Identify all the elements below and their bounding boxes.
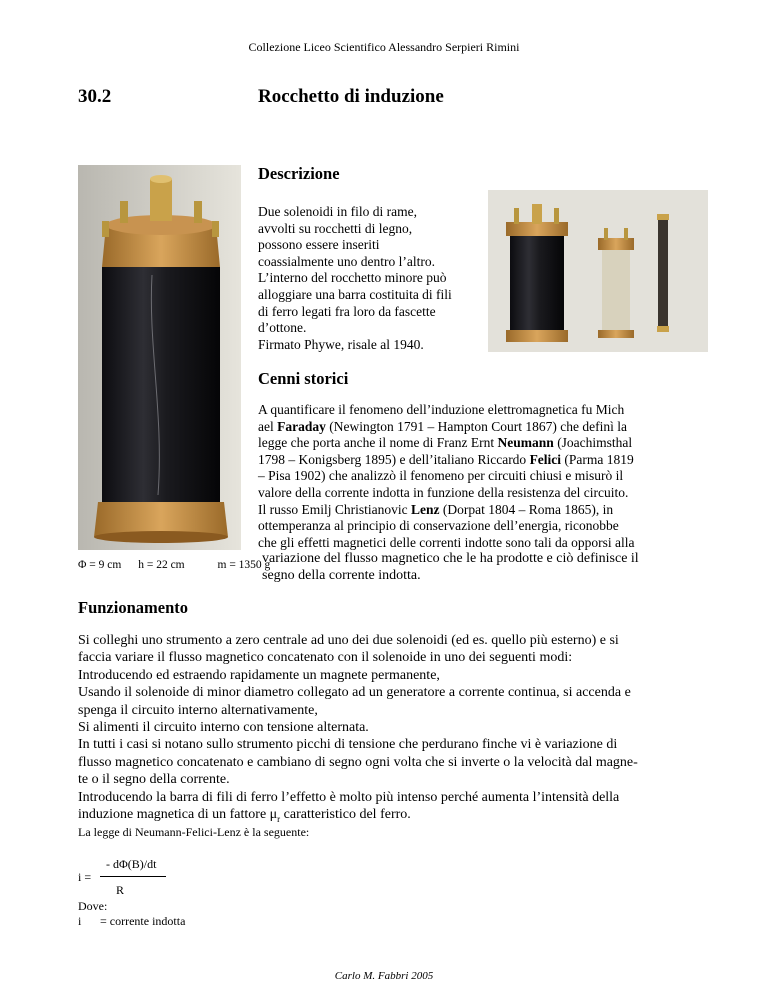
history-text: A quantificare il fenomeno dell’induzione elettromagnetica fu Mich ael Faraday (Newington 1791 – Hampton Court 1867) che definì la legge che porta anche il nome di Franz Ernt Neumann (Joachimsthal 1798 – Konigsberg 1895) e dell’italiano Riccardo Felici (Parma 1819 – Pisa 1902) che analizzò il fenomeno per circuiti chiusi e misurò il valore della corrente indotta in funzione della resistenza del circuito. Il russo Emilj Christianovic Lenz (Dorpat 1804 – Roma 1865), in ottemperanza al principio di conservazione dell’energia, riconobbe che gli effetti magnetici delle correnti indotte sono tali da opporsi alla variazione del flusso magnetico che le ha prodotte e ciò definisce il segno della corrente indotta. (258, 402, 639, 583)
formula-lhs: i = (78, 870, 92, 884)
fraction-bar (100, 876, 166, 877)
height-value: h = 22 cm (138, 559, 185, 571)
law-intro: La legge di Neumann-Felici-Lenz è la seguente: (78, 825, 310, 839)
operation-text: Si colleghi uno strumento a zero centrale ad uno dei due solenoidi (ed es. quello più esterno) e si faccia variare il flusso magnetico concatenato con il solenoide in uno dei seguenti modi: Introducendo ed estraendo rapidamente un magnete permanente, Usando il solenoide di minor diametro collegato ad un generatore a corrente continua, si accenda e spenga il circuito interno alternativamente, Si alimenti il circuito interno con tensione alternata. In tutti i casi si notano sullo strumento picchi di tensione che perdurano finche vi è variazione di flusso magnetico concatenato e cambiano di segno ogni volta che si inverte o la velocità dal magne- te o il segno della corrente. Introducendo la barra di fili di ferro l’effetto è molto più intenso perché aumenta l’intensità della induzione magnetica di un fattore $\mu_r$ caratteristico del ferro. (78, 633, 638, 824)
diameter-value: Φ = 9 cm (78, 559, 122, 571)
description-heading: Descrizione (258, 164, 340, 183)
history-heading: Cenni storici (258, 369, 349, 388)
dimensions (78, 559, 284, 571)
operation-heading: Funzionamento (78, 598, 189, 617)
mass-value: m = 1350 g (217, 559, 271, 571)
coil-photo (78, 165, 241, 550)
item-number: 30.2 (78, 86, 112, 107)
definition-text: = corrente indotta (100, 914, 186, 928)
page-header: Collezione Liceo Scientifico Alessandro Serpieri Rimini (248, 40, 520, 54)
description-text: Due solenoidi in filo di rame, avvolti su rocchetti di legno, possono essere inseriti coassialmente uno dentro l’altro. L’interno del rocchetto minore può alloggiare una barra costituita di fili di ferro legati fra loro da fascette d’ottone. Firmato Phywe, risale al 1940. (258, 204, 452, 352)
where-label: Dove: (78, 899, 108, 913)
formula (78, 857, 198, 897)
page-footer: Carlo M. Fabbri 2005 (334, 970, 434, 982)
page-title: Rocchetto di induzione (258, 86, 444, 107)
definition-row (78, 914, 185, 929)
formula-denominator: R (116, 883, 125, 897)
definition-symbol: i (78, 914, 82, 928)
formula-numerator: - dΦ(B)/dt (106, 857, 157, 871)
coils-set-photo (488, 190, 708, 352)
